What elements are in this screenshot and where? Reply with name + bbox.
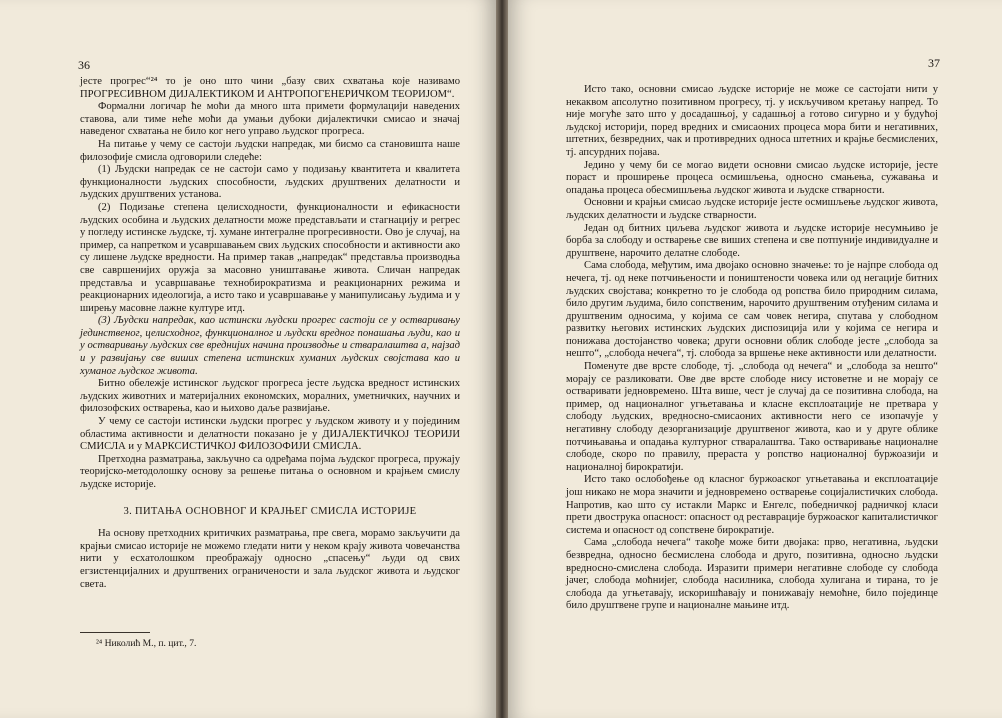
left-page-text bbox=[80, 76, 460, 591]
paragraph: (2) Подизање степена целисходности, функционалности и ефикасности људских особина и људских делатности може представљати и стагнацију и регрес у погледу истинске људске, тј. хумане интегралне прогресивности. Ово је случај, на пример, са напретком и усавршавањем свих људских способности и активности ако су лишене људске вредности. На пример такав „напредак“ представља производња све савршенијих оружја за масовно уништавање живота. Сличан напредак представља и усавршавање технобирократизма и реакционарних режима и реакционарних идеологија, а исто тако и усавршавање у манипулисању људима и у ширењу масовне лажне културе итд. bbox=[80, 201, 460, 314]
section-heading: 3. ПИТАЊА ОСНОВНОГ И КРАЈЊЕГ СМИСЛА ИСТОРИЈЕ bbox=[123, 505, 417, 517]
paragraph: На основу претходних критичких разматрања, пре свега, морамо закључити да крајњи смисао историје не можемо гледати нити у неком крају живота човечанства нити у есхатолошком преображају односно „спасењу“ људи од свих егзистенцијалних и друштвених ограничености и зала људског живота и људског света. bbox=[80, 528, 460, 590]
paragraph: Поменуте две врсте слободе, тј. „слобода од нечега“ и „слобода за нешто“ морају се разликовати. Ове две врсте слободе нису истоветне и не морају се остваривати једновремено. Шта више, чест је случај да се позитивна слобода, на пример, од националног угњетавања и класне експлоатације не претвара у слободу људских, вредносно-смисаоних активности него се изопачује у негативну слободу дезорганизације друштвеног живота, као и у друге облике потчињавања и опадања културног стваралаштва. Тако остваривање националне слободе, скоро по правилу, прераста у ропство националној буржоазији и националној бирократији. bbox=[566, 361, 938, 473]
paragraph: Сама слобода, међутим, има двојако основно значење: то је најпре слобода од нечега, тј. од неке потчињености и поништености човека или од негације битних људских својстава; конкретно то је слобода од ропства било природним силама, било другим људима, било сопственим, нарочито друштвеним отуђеним силама и друштвеним односима, у којима се сам човек негира, спутава у слободном развитку његових истинских људских диспозиција или у којима се негира и понижава достојанство човека; други основни облик слободе јесте „слобода за нешто“, „слобода нечега“, тј. слобода за вршење неке активности или делатности. bbox=[566, 260, 938, 360]
paragraph: На питање у чему се састоји људски напредак, ми бисмо са становишта наше филозофије смисла одговорили следеће: bbox=[80, 138, 460, 163]
paragraph: јесте прогрес“²⁴ то је оно што чини „базу свих схватања које називамо ПРОГРЕСИВНОМ ДИЈАЛЕКТИКОМ И АНТРОПОГЕНЕРИЧКОМ ТЕОРИЈОМ“. bbox=[80, 76, 460, 100]
right-page bbox=[508, 0, 1002, 718]
paragraph: Основни и крајњи смисао људске историје јесте осмишљење људског живота, људских делатности и људске стварности. bbox=[566, 197, 938, 221]
footnote-rule bbox=[80, 632, 150, 633]
paragraph: (1) Људски напредак се не састоји само у подизању квантитета и квалитета функционалности људских способности, људских друштвених делатности и људских друштвених установа. bbox=[80, 164, 460, 201]
paragraph: Исто тако ослобођење од класног буржоаског угњетавања и експлоатације још никако не мора значити и једновремено остварење социјалистичких слобода. Напротив, као што су истакли Маркс и Енгелс, победничкој радничкој класи прети двострука опасност: опасност од реставрације буржоаског капиталистичког система и опасност од сопствене бирократије. bbox=[566, 474, 938, 536]
paragraph: Претходна разматрања, закључно са одређама појма људског прогреса, пружају теоријско-методолошку основу за решење питања о основном и крајњем смислу људске историје. bbox=[80, 453, 460, 490]
left-page bbox=[0, 0, 496, 718]
paragraph: Једино у чему би се могао видети основни смисао људске историје, јесте пораст и проширење процеса осмишљења, односно смањења, сужавања и опадања процеса обесмишљења људског живота и људске стварности. bbox=[566, 159, 938, 196]
paragraph: Сама „слобода нечега“ такође може бити двојака: прво, негативна, људски безвредна, односно бесмислена слобода и друго, позитивна, односно људски вредносно-смислена слобода. Изразити примери негативне слободе су слобода јачег, слобода моћнијег, слобода насилника, слобода хулигана и тирана, то је слобода да угњетавају, искоришћавају и понижавају немоћне, било појединце било друштвене групе и националне мањине итд. bbox=[566, 537, 938, 612]
paragraph: У чему се састоји истински људски прогрес у људском животу и у појединим областима активности и делатности показано је у ДИЈАЛЕКТИЧКОЈ ТЕОРИЈИ СМИСЛА и у МАРКСИСТИЧКОЈ ФИЛОЗОФИЈИ СМИСЛА. bbox=[80, 416, 460, 453]
page-number: 37 bbox=[928, 56, 940, 70]
paragraph: Формални логичар ће моћи да много шта примети формулацији наведених ставова, али тиме неће моћи да умањи дубоки дијалектички смисао и значај наведеног схватања не било ког него управо људског прогреса. bbox=[80, 101, 460, 138]
page-number: 36 bbox=[78, 58, 90, 72]
paragraph: (3) Људски напредак, као истински људски прогрес састоји се у остваривању јединственог, целисходног, функционалног и људски вредног понашања људи, као и у остваривању људских све вреднијих начина производње и стваралаштва а, најзад и у развијању све виших степена истинских хуманих људских својстава као и хуманог људског живота. bbox=[80, 315, 460, 377]
right-page-text bbox=[566, 84, 938, 613]
paragraph: Исто тако, основни смисао људске историје не може се састојати нити у некаквом апсолутно позитивном прогресу, тј. у искључивом кретању напред. То није могуће зато што у досадашњој, у садашњој а готово сигурно и у будућој људској историји, поред вредних и смисаоних процеса мора бити и негативних, штетних, безвредних, чак и противредних односа штетних и крајње бесмислених, тј. апсурдних појава. bbox=[566, 84, 938, 158]
footnote: ²⁴ Николић М., п. цит., 7. bbox=[96, 638, 197, 649]
book-gutter bbox=[496, 0, 508, 718]
paragraph: Битно обележје истинског људског прогреса јесте људска вредност истинских људских животних и материјалних економских, моралних, уметничких, научних и филозофских остварења, као и њихово даље развијање. bbox=[80, 378, 460, 415]
paragraph: Један од битних циљева људског живота и људске историје несумњиво је борба за слободу и остварење све виших степена и све потпуније индивидуалне и друштвене, нарочито делатне слободе. bbox=[566, 222, 938, 259]
